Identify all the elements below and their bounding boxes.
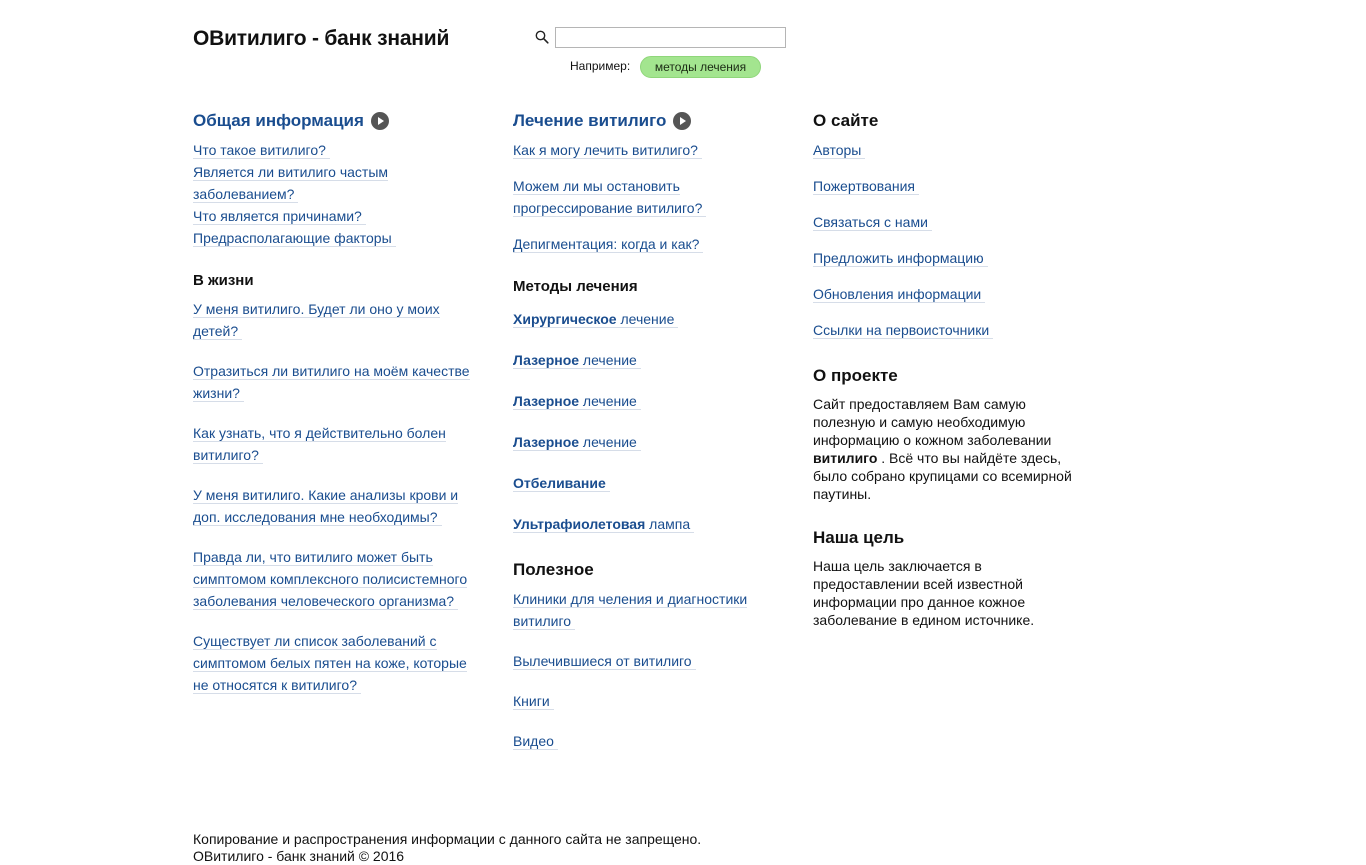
method-bold: Лазерное [513, 352, 580, 368]
method-bold: Лазерное [513, 434, 580, 450]
column-about [813, 110, 1081, 629]
play-icon[interactable] [673, 112, 691, 130]
treatment-heading-link[interactable]: Лечение витилиго [513, 111, 667, 130]
link-method-laser-1[interactable] [513, 352, 641, 369]
about-site-heading: О сайте [813, 111, 879, 130]
link-blood-tests[interactable]: У меня витилиго. Какие анализы крови и доп. исследования мне необходимы? [193, 487, 459, 525]
link-suggest-info[interactable]: Предложить информацию [813, 250, 988, 267]
link-sources[interactable]: Ссылки на первоисточники [813, 322, 993, 339]
link-white-spots-list[interactable]: Существует ли список заболеваний с симптомом белых пятен на коже, которые не относятся к витилиго? [193, 633, 467, 693]
search-input[interactable] [555, 27, 786, 48]
link-method-whitening[interactable] [513, 475, 610, 492]
goal-text: Наша цель заключается в предоставлении всей известной информации про данное кожное заболевание в едином источнике. [813, 558, 1035, 628]
list-item [513, 175, 773, 219]
list-item [193, 630, 478, 696]
list-item [193, 546, 478, 612]
example-chip-button[interactable]: методы лечения [640, 56, 761, 78]
list-item [513, 690, 773, 712]
method-bold: Отбеливание [513, 475, 606, 491]
link-updates[interactable]: Обновления информации [813, 286, 985, 303]
list-item [193, 298, 478, 342]
general-links [193, 139, 478, 249]
life-links [193, 298, 478, 696]
list-item [813, 283, 1081, 305]
useful-links [513, 588, 773, 752]
list-item [513, 588, 773, 632]
project-text [813, 395, 1081, 503]
method-bold: Хирургическое [513, 311, 617, 327]
list-item [513, 390, 773, 412]
list-item [513, 139, 773, 161]
list-item [193, 360, 478, 404]
footer-line-1: Копирование и распространения информации с данного сайта не запрещено. [193, 831, 702, 847]
method-bold: Лазерное [513, 393, 580, 409]
link-method-uv-lamp[interactable] [513, 516, 694, 533]
link-authors[interactable]: Авторы [813, 142, 865, 159]
link-method-laser-3[interactable] [513, 434, 641, 451]
treatment-links [513, 139, 773, 255]
list-item [513, 730, 773, 752]
method-rest: лечение [616, 311, 675, 327]
link-risk-factors[interactable]: Предрасполагающие факторы [193, 230, 396, 247]
goal-heading: Наша цель [813, 528, 905, 547]
link-method-laser-2[interactable] [513, 393, 641, 410]
list-item [513, 349, 773, 371]
link-how-to-know[interactable]: Как узнать, что я действительно болен витилиго? [193, 425, 446, 463]
list-item [513, 472, 773, 494]
list-item [813, 247, 1081, 269]
method-rest: лечение [579, 393, 637, 409]
column-general [193, 110, 478, 696]
method-rest: лампа [645, 516, 691, 532]
methods-heading: Методы лечения [513, 278, 638, 295]
list-item [193, 227, 478, 249]
list-item [193, 484, 478, 528]
column-treatment [513, 110, 773, 752]
method-bold: Ультрафиолетовая [513, 516, 646, 532]
link-recovered[interactable]: Вылечившиеся от витилиго [513, 653, 696, 670]
link-quality-of-life[interactable]: Отразиться ли витилиго на моём качестве жизни? [193, 363, 470, 401]
site-title: ОВитилиго - банк знаний [193, 27, 450, 50]
list-item [193, 161, 478, 205]
list-item [513, 308, 773, 330]
general-info-heading-link[interactable]: Общая информация [193, 111, 364, 130]
list-item [193, 205, 478, 227]
link-depigmentation[interactable]: Депигментация: когда и как? [513, 236, 703, 253]
list-item [513, 650, 773, 672]
useful-heading: Полезное [513, 560, 594, 579]
link-video[interactable]: Видео [513, 733, 558, 750]
project-heading: О проекте [813, 366, 898, 385]
method-rest: лечение [579, 352, 637, 368]
list-item [513, 233, 773, 255]
project-text-bold: витилиго [813, 450, 878, 466]
link-contact[interactable]: Связаться с нами [813, 214, 932, 231]
link-donations[interactable]: Пожертвования [813, 178, 919, 195]
link-children[interactable]: У меня витилиго. Будет ли оно у моих детей? [193, 301, 440, 339]
link-stop-progression[interactable]: Можем ли мы остановить прогрессирование витилиго? [513, 178, 706, 217]
link-books[interactable]: Книги [513, 693, 554, 710]
list-item [513, 513, 773, 535]
link-is-common[interactable]: Является ли витилиго частым заболеванием? [193, 164, 389, 202]
search-icon [535, 30, 549, 44]
list-item [813, 319, 1081, 341]
about-links [813, 139, 1081, 341]
method-rest: лечение [579, 434, 637, 450]
link-how-to-treat[interactable]: Как я могу лечить витилиго? [513, 142, 702, 159]
link-what-is-vitiligo[interactable]: Что такое витилиго? [193, 142, 330, 159]
list-item [813, 139, 1081, 161]
list-item [513, 431, 773, 453]
project-text-before: Сайт предоставляем Вам самую полезную и самую необходимую информацию о кожном заболевании [813, 396, 1052, 448]
footer-line-2: ОВитилиго - банк знаний © 2016 [193, 848, 405, 864]
project-text-after: . Всё что вы найдёте здесь, было собрано крупицами со всемирной паутины. [813, 450, 1072, 502]
link-clinics[interactable]: Клиники для челения и диагностики витилиго [513, 591, 748, 629]
example-label: Например: [570, 59, 631, 73]
link-method-surgical[interactable] [513, 311, 678, 328]
list-item [813, 211, 1081, 233]
treatment-heading [513, 110, 773, 132]
play-icon[interactable] [371, 112, 389, 130]
methods-links [513, 308, 773, 535]
list-item [193, 139, 478, 161]
link-systemic-disease[interactable]: Правда ли, что витилиго может быть симптомом комплексного полисистемного заболевания человеческого организма? [193, 549, 468, 609]
list-item [813, 175, 1081, 197]
general-info-heading [193, 110, 478, 132]
link-causes[interactable]: Что является причинами? [193, 208, 366, 225]
list-item [193, 422, 478, 466]
life-heading: В жизни [193, 272, 254, 289]
